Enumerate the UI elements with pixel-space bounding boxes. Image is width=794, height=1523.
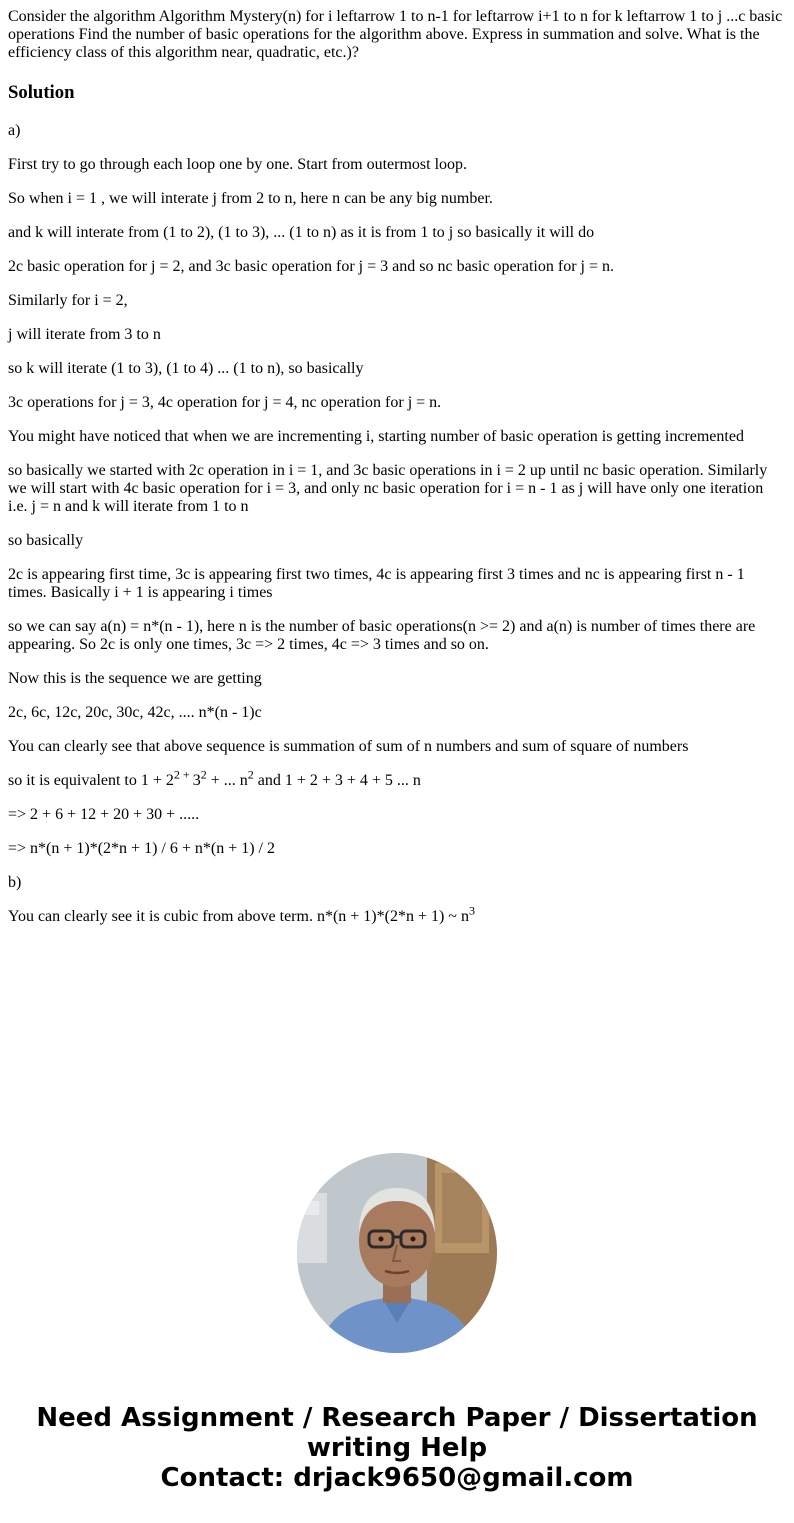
conclusion-text: You can clearly see it is cubic from above term. n*(n + 1)*(2*n + 1) ~ n <box>8 908 469 925</box>
formula-superscript: 2 <box>200 767 207 782</box>
formula-superscript: 2 + <box>173 767 193 782</box>
solution-paragraph: 2c basic operation for j = 2, and 3c basic operation for j = 3 and so nc basic operation for j = n. <box>8 258 614 275</box>
conclusion-paragraph <box>8 903 786 926</box>
solution-paragraph: j will iterate from 3 to n <box>8 326 161 343</box>
formula-superscript: 2 <box>247 767 254 782</box>
formula-text: + ... n <box>206 772 248 789</box>
solution-paragraph: 3c operations for j = 3, 4c operation for j = 4, nc operation for j = n. <box>8 394 442 411</box>
contact-line: Contact: drjack9650@gmail.com <box>160 1463 634 1493</box>
formula-text: 3 <box>192 772 201 789</box>
solution-paragraph: so basically <box>8 532 84 549</box>
solution-paragraph: so we can say a(n) = n*(n - 1), here n is the number of basic operations(n >= 2) and a(n) is number of times there are appearing. So 2c is only one times, 3c => 2 times, 4c => 3 times and so on. <box>8 618 756 653</box>
solution-paragraph: Similarly for i = 2, <box>8 292 128 309</box>
solution-paragraph: You can clearly see that above sequence is summation of sum of n numbers and sum of square of numbers <box>8 738 689 755</box>
formula-text: and 1 + 2 + 3 + 4 + 5 ... n <box>253 772 421 789</box>
author-avatar <box>297 1153 497 1353</box>
promo-line: Need Assignment / Research Paper / Dissertation <box>36 1403 758 1433</box>
question-text: Consider the algorithm Algorithm Mystery(n) for i leftarrow 1 to n-1 for leftarrow i+1 to n for k leftarrow 1 to j ...c basic operations Find the number of basic operations for the algorithm above. Express in summation and solve. What is the efficiency class of this algorithm near, quadratic, etc.)? <box>8 8 783 61</box>
formula-superscript: 3 <box>468 903 475 918</box>
promo-footer <box>0 1403 794 1493</box>
sum-line: => 2 + 6 + 12 + 20 + 30 + ..... <box>8 806 200 823</box>
solution-paragraph: So when i = 1 , we will interate j from 2 to n, here n can be any big number. <box>8 190 493 207</box>
promo-line: writing Help <box>306 1433 488 1463</box>
solution-paragraph: so k will iterate (1 to 3), (1 to 4) ... (1 to n), so basically <box>8 360 364 377</box>
solution-paragraph: 2c is appearing first time, 3c is appearing first two times, 4c is appearing first 3 times and nc is appearing first n - 1 times. Basically i + 1 is appearing i times <box>8 566 745 601</box>
solution-paragraph: You might have noticed that when we are incrementing i, starting number of basic operation is getting incremented <box>8 428 744 445</box>
part-b-label: b) <box>8 874 22 891</box>
formula-text: so it is equivalent to 1 + 2 <box>8 772 174 789</box>
solution-paragraph: and k will interate from (1 to 2), (1 to 3), ... (1 to n) as it is from 1 to j so basically it will do <box>8 224 595 241</box>
document-content <box>8 0 786 926</box>
closed-form-line: => n*(n + 1)*(2*n + 1) / 6 + n*(n + 1) / 2 <box>8 840 275 857</box>
solution-paragraph: Now this is the sequence we are getting <box>8 670 262 687</box>
solution-paragraph: so basically we started with 2c operation in i = 1, and 3c basic operations in i = 2 up until nc basic operation. Similarly we will start with 4c basic operation for i = 3, and only nc basic operation for i = n - 1 as j will have only one iteration i.e. j = n and k will iterate from 1 to n <box>8 462 768 515</box>
avatar-portrait <box>297 1153 497 1353</box>
solution-heading: Solution <box>8 82 75 103</box>
part-a-label: a) <box>8 122 21 139</box>
sequence-line: 2c, 6c, 12c, 20c, 30c, 42c, .... n*(n - 1)c <box>8 704 262 721</box>
equivalence-formula <box>8 767 786 790</box>
solution-paragraph: First try to go through each loop one by one. Start from outermost loop. <box>8 156 468 173</box>
